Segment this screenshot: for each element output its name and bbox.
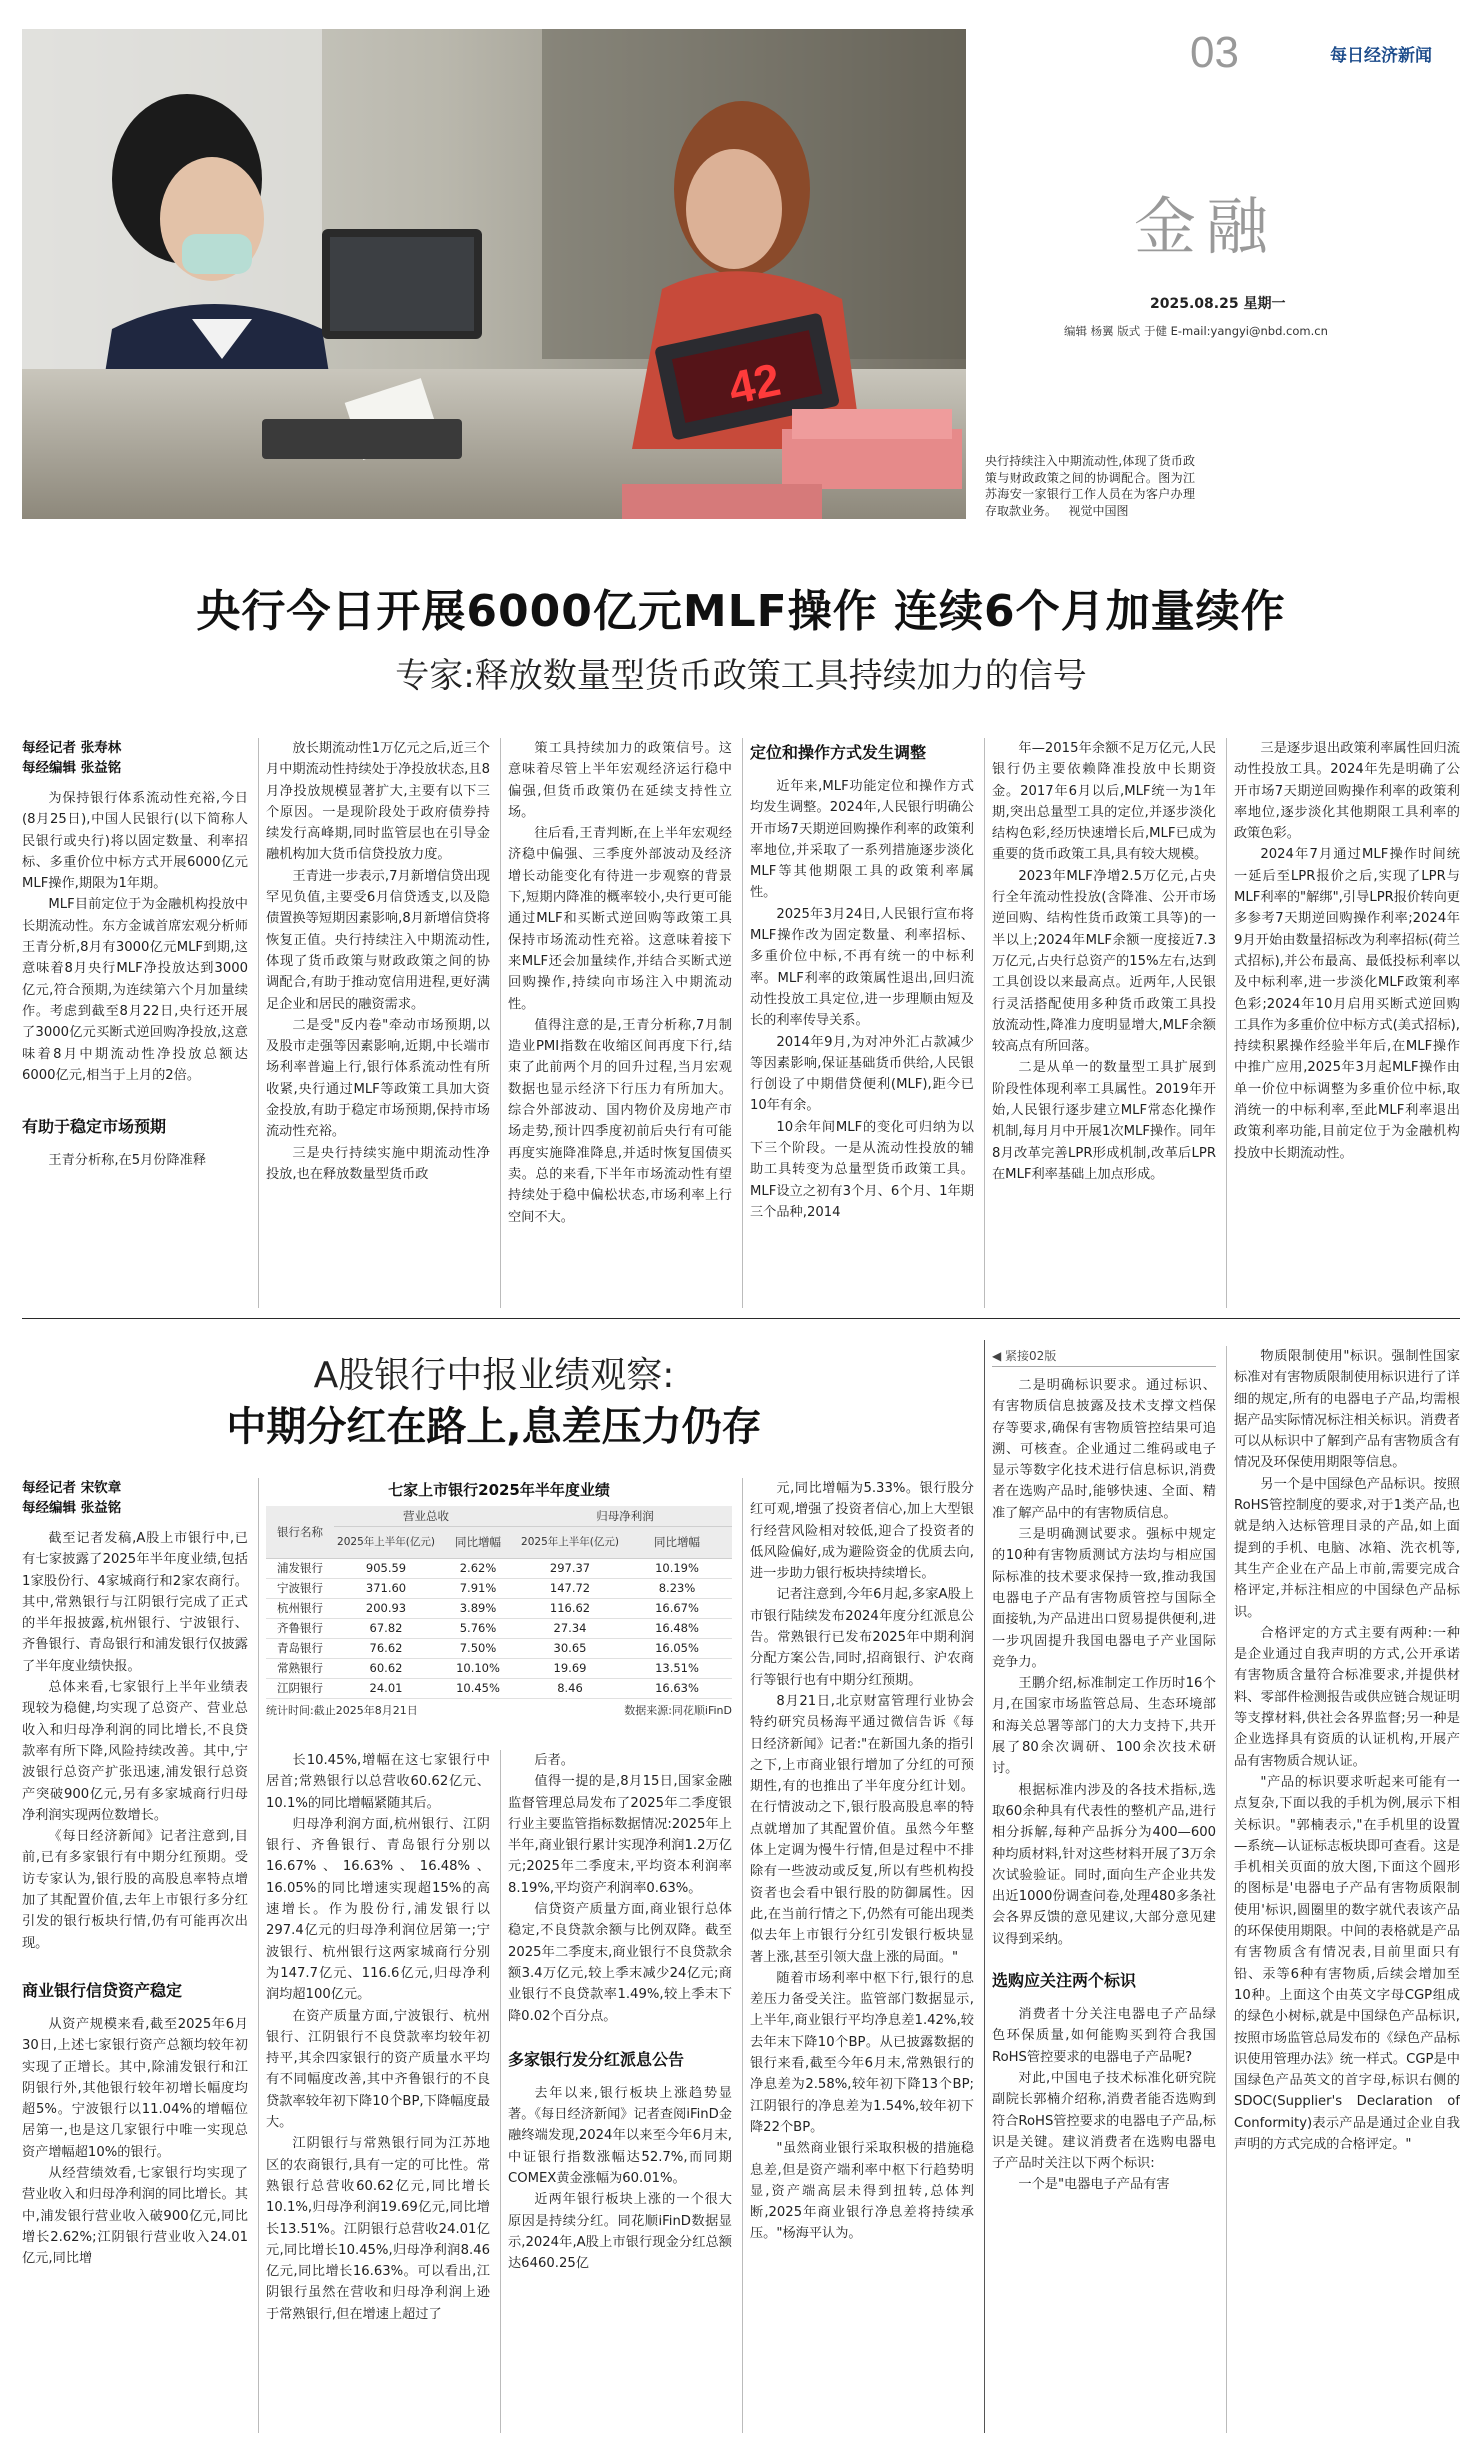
table-row xyxy=(266,1658,732,1678)
photo-caption xyxy=(985,453,1195,519)
subheading: 商业银行信贷资产稳定 xyxy=(22,1980,183,2000)
table-cell-bank: 杭州银行 xyxy=(266,1598,334,1618)
headline-subtitle: 专家:释放数量型货币政策工具持续加力的信号 xyxy=(395,656,1087,696)
paragraph: 归母净利润方面,杭州银行、江阴银行、齐鲁银行、青岛银行分别以16.67%、16.63%、16.48%、16.05%的同比增速实现超15%的高速增长。作为股份行,浦发银行以297.4亿元的归母净利润位居第一;宁波银行、杭州银行这两家城商行分别为147.7亿元、116.6亿元,归母净利润均超100亿元。 xyxy=(266,1816,490,2003)
table-cell-profit: 297.37 xyxy=(518,1558,622,1578)
table-cell-bank: 青岛银行 xyxy=(266,1638,334,1658)
paragraph: 江阴银行与常熟银行同为江苏地区的农商银行,具有一定的可比性。常熟银行总营收60.62亿元,同比增长10.1%,归母净利润19.69亿元,同比增长13.51%。江阴银行总营收24.01亿元,同比增长10.45%,归母净利润8.46亿元,同比增长16.63%。可以看出,江阴银行虽然在营收和归母净利润上逊于常熟银行,但在增速上超过了 xyxy=(266,2136,490,2322)
column-divider xyxy=(742,1478,743,2433)
counter-display-digits: 42 xyxy=(723,352,785,415)
byline-editor: 每经编辑 张益铭 xyxy=(22,1500,122,1516)
subheading: 多家银行发分红派息公告 xyxy=(508,2049,685,2069)
col-header-bank: 银行名称 xyxy=(266,1506,334,1558)
headline-title: 央行今日开展6000亿元MLF操作 连续6个月加量续作 xyxy=(196,586,1286,637)
table-cell-profit: 19.69 xyxy=(518,1658,622,1678)
table-cell-rev-yoy: 5.76% xyxy=(438,1618,518,1638)
paragraph: 2025年3月24日,人民银行宣布将MLF操作改为固定数量、利率招标、多重价位中标,不再有统一的中标利率。MLF利率的政策属性退出,回归流动性投放工具定位,进一步理顺由短及长的利率传导关系。 xyxy=(750,906,974,1029)
table-cell-profit-yoy: 16.67% xyxy=(622,1598,732,1618)
column-divider xyxy=(1226,738,1227,1308)
paragraph: 值得注意的是,王青分析称,7月制造业PMI指数在收缩区间再度下行,结束了此前两个月的回升过程,当月宏观数据也显示经济下行压力有所加大。综合外部波动、国内物价及房地产市场走势,预计四季度初前后央行有可能再度实施降准降息,并适时恢复国债买卖。总的来看,下半年市场流动性有望持续处于稳中偏松状态,市场利率上行空间不大。 xyxy=(508,1017,732,1225)
editor-info: 编辑 杨翼 版式 于健 E-mail:yangyi@nbd.com.cn xyxy=(1064,324,1328,338)
column-divider xyxy=(1226,1346,1227,2433)
table-cell-rev: 76.62 xyxy=(334,1638,438,1658)
paragraph: 消费者十分关注电器电子产品绿色环保质量,如何能购买到符合我国RoHS管控要求的电器电子产品呢? xyxy=(992,2007,1216,2065)
paragraph: 近年来,MLF功能定位和操作方式均发生调整。2024年,人民银行明确公开市场7天期逆回购操作利率的政策利率地位,并采取了一系列措施逐步淡化MLF等其他期限工具的政策利率属性。 xyxy=(750,779,974,901)
table-cell-rev-yoy: 2.62% xyxy=(438,1558,518,1578)
photo-caption-text: 央行持续注入中期流动性,体现了货币政策与财政政策之间的协调配合。图为江苏海安一家银行工作人员在为客户办理存取款业务。 xyxy=(985,454,1195,518)
table-cell-rev: 60.62 xyxy=(334,1658,438,1678)
table-cell-bank: 江阴银行 xyxy=(266,1678,334,1698)
paragraph: 2023年MLF净增2.5万亿元,占央行全年流动性投放(含降准、公开市场逆回购、结构性货币政策工具等)的一半以上;2024年MLF余额一度接近7.3万亿元,占央行总资产的15%左右,达到工具创设以来最高点。近两年,人民银行灵活搭配使用多种货币政策工具投放流动性,降准力度明显增大,MLF余额较高点有所回落。 xyxy=(992,868,1216,1055)
paragraph: "产品的标识要求听起来可能有一点复杂,下面以我的手机为例,展示下相关标识。"郭楠表示,"在手机里的设置—系统—认证标志板块即可查看。这是手机相关页面的放大图,下面这个圆形的图标是'电器电子产品有害物质限制使用'标识,圆圈里的数字就代表该产品的环保使用期限。中间的表格就是产品有害物质含有情况表,目前里面只有铅、汞等6种有害物质,后续会增加至10种。上面这个由英文字母CGP组成的绿色小树标,就是中国绿色产品标识,按照市场监管总局发布的《绿色产品标识使用管理办法》统一样式。CGP是中国绿色产品英文的首字母,标识右侧的SDOC(Supplier's Declaration of Conformity)表示产品是通过企业自我声明的方式完成的合格评定。" xyxy=(1234,1774,1460,2152)
paragraph: 往后看,王青判断,在上半年宏观经济稳中偏强、三季度外部波动及经济增长动能变化有待进一步观察的背景下,短期内降准的概率较小,央行更可能通过MLF和买断式逆回购等政策工具保持市场流动性充裕。这意味着接下来MLF还会加量续作,并结合买断式逆回购操作,持续向市场注入中期流动性。 xyxy=(508,826,732,1012)
column-divider xyxy=(742,738,743,1308)
table-row xyxy=(266,1678,732,1698)
headline-col-2 xyxy=(266,738,490,1308)
table-cell-profit: 27.34 xyxy=(518,1618,622,1638)
paragraph: 后者。 xyxy=(534,1753,574,1768)
table-row xyxy=(266,1598,732,1618)
table-title: 七家上市银行2025年半年度业绩 xyxy=(388,1481,610,1499)
table-cell-profit-yoy: 16.05% xyxy=(622,1638,732,1658)
table-cell-rev-yoy: 7.91% xyxy=(438,1578,518,1598)
byline-editor: 每经编辑 张益铭 xyxy=(22,760,122,776)
table-row xyxy=(266,1638,732,1658)
paragraph: 三是央行持续实施中期流动性净投放,也在释放数量型货币政 xyxy=(266,1145,490,1182)
paragraph: 策工具持续加力的政策信号。这意味着尽管上半年宏观经济运行稳中偏强,但货币政策仍在延续支持性立场。 xyxy=(508,741,732,820)
bank-counter-photo xyxy=(22,29,966,519)
paragraph: 对此,中国电子技术标准化研究院副院长郭楠介绍称,消费者能否选购到符合RoHS管控要求的电器电子产品,标识是关键。建议消费者在选购电器电子产品时关注以下两个标识: xyxy=(992,2070,1216,2172)
paragraph: 10余年间MLF的变化可归纳为以下三个阶段。一是从流动性投放的辅助工具转变为总量型货币政策工具。MLF设立之初有3个月、6个月、1年期三个品种,2014 xyxy=(750,1119,974,1220)
paragraph: 二是受"反内卷"牵动市场预期,以及股市走强等因素影响,近期,中长端市场利率普遍上行,银行体系流动性有所收紧,央行通过MLF等政策工具加大资金投放,有助于稳定市场预期,保持市场流动性充裕。 xyxy=(266,1017,490,1140)
table-cell-profit: 147.72 xyxy=(518,1578,622,1598)
bank-col-4 xyxy=(750,1478,974,2433)
table-cell-rev-yoy: 3.89% xyxy=(438,1598,518,1618)
side-col-1 xyxy=(992,1346,1216,2433)
paragraph: 放长期流动性1万亿元之后,近三个月中期流动性持续处于净投放状态,且8月净投放规模显著扩大,主要有以下三个原因。一是现阶段处于政府债券持续发行高峰期,同时监管层也在引导金融机构加大货币信贷投放力度。 xyxy=(266,741,490,863)
paragraph: 《每日经济新闻》记者注意到,目前,已有多家银行有中期分红预期。受访专家认为,银行股的高股息率特点增加了其配置价值,去年上市银行多分红引发的银行板块行情,仍有可能再次出现。 xyxy=(22,1829,248,1951)
side-col-2 xyxy=(1234,1346,1460,2433)
newspaper-name: 每日经济新闻 xyxy=(1330,46,1432,66)
paragraph: 随着市场利率中枢下行,银行的息差压力备受关注。监管部门数据显示,上半年,商业银行平均净息差1.42%,较去年末下降10个BP。从已披露数据的银行来看,截至今年6月末,常熟银行的净息差为2.58%,较年初下降13个BP;江阴银行的净息差为1.54%,较年初下降22个BP。 xyxy=(750,1970,974,2135)
subheading: 有助于稳定市场预期 xyxy=(22,1117,167,1137)
paragraph: 长10.45%,增幅在这七家银行中居首;常熟银行以总营收60.62亿元、10.1%的同比增幅紧随其后。 xyxy=(266,1753,490,1811)
paragraph: 2024年7月通过MLF操作时间统一延后至LPR报价之后,实现了LPR与MLF利率的"解绑",引导LPR报价转向更多参考7天期逆回购操作利率;2024年9月开始由数量招标改为利率招标(荷兰式招标),并公布最高、最低投标利率以及中标利率,进一步淡化MLF政策利率色彩;2024年10月启用买断式逆回购工具作为多重价位中标方式(美式招标),持续积累操作经验半年后,在MLF操作中推广应用,2025年3月起MLF操作由单一价位中标调整为多重价位中标,取消统一的中标利率,至此MLF利率退出政策利率功能,目前定位于为金融机构投放中长期流动性。 xyxy=(1234,847,1460,1161)
table-cell-profit-yoy: 13.51% xyxy=(622,1658,732,1678)
column-divider xyxy=(258,1478,259,2433)
page-number: 03 xyxy=(1190,28,1239,77)
paragraph: 从资产规模来看,截至2025年6月30日,上述七家银行资产总额均较年初实现了正增长。其中,除浦发银行和江阴银行外,其他银行较年初增长幅度均超5%。宁波银行以11.04%的增幅位居第一,也是这几家银行中唯一实现总资产增幅超10%的银行。 xyxy=(22,2016,248,2160)
paragraph: 近两年银行板块上涨的一个很大原因是持续分红。同花顺iFinD数据显示,2024年,A股上市银行现金分红总额达6460.25亿 xyxy=(508,2192,732,2272)
bank-table-body xyxy=(266,1558,732,1698)
section-title: 金融 xyxy=(1134,190,1279,263)
table-cell-rev-yoy: 10.10% xyxy=(438,1658,518,1678)
col-header-profit: 2025年上半年(亿元) xyxy=(518,1526,622,1558)
paragraph: 去年以来,银行板块上涨趋势显著。《每日经济新闻》记者查阅iFinD金融终端发现,2024年以来至今年6月末,中证银行指数涨幅达52.7%,而同期COMEX黄金涨幅为60.01%。 xyxy=(508,2085,732,2187)
paragraph: 王青分析称,在5月份降准释 xyxy=(48,1153,207,1169)
table-cell-rev-yoy: 10.45% xyxy=(438,1678,518,1698)
headline-col-4 xyxy=(750,738,974,1308)
table-footer xyxy=(266,1701,732,1721)
bank-col-3 xyxy=(508,1750,732,2433)
table-cell-bank: 齐鲁银行 xyxy=(266,1618,334,1638)
table-row xyxy=(266,1558,732,1578)
column-divider xyxy=(984,1340,985,2433)
table-cell-rev: 200.93 xyxy=(334,1598,438,1618)
paragraph: 合格评定的方式主要有两种:一种是企业通过自我声明的方式,公开承诺有害物质含量符合标准要求,并提供材料、零部件检测报告或供应链合规证明等支撑材料,供社会各界监督;另一种是企业选择具有资质的认证机构,开展产品有害物质合规认证。 xyxy=(1234,1625,1460,1769)
bank-results-table-block xyxy=(266,1478,732,1721)
col-header-revenue-yoy: 同比增幅 xyxy=(438,1526,518,1558)
issue-date: 2025.08.25 星期一 xyxy=(1150,296,1286,312)
photo-credit: 视觉中国图 xyxy=(1068,503,1129,518)
table-cell-profit-yoy: 8.23% xyxy=(622,1578,732,1598)
table-cell-bank: 浦发银行 xyxy=(266,1558,334,1578)
paragraph: 8月21日,北京财富管理行业协会特约研究员杨海平通过微信告诉《每日经济新闻》记者:"在新国九条的指引之下,上市商业银行增加了分红的可预期性,有的也推出了半年度分红计划。在行情波动之下,银行股高股息率的特点就增加了其配置价值。虽然今年整体上定调为慢牛行情,但是过程中不排除有一些波动或反复,所以有些机构投资者也会看中银行股的防御属性。因此,在当前行情之下,仍然有可能出现类似去年上市银行分红引发银行板块显著上涨,甚至引领大盘上涨的局面。" xyxy=(750,1693,974,1965)
bank-col-2 xyxy=(266,1750,490,2433)
headline-col-6 xyxy=(1234,738,1460,1308)
section-divider xyxy=(22,1318,1460,1319)
paragraph: 三是逐步退出政策利率属性回归流动性投放工具。2024年先是明确了公开市场7天期逆回购操作利率的政策利率地位,逐步淡化其他期限工具利率的政策色彩。 xyxy=(1234,741,1460,842)
bank-col-1 xyxy=(22,1478,248,2433)
paragraph: 为保持银行体系流动性充裕,今日(8月25日),中国人民银行(以下简称人民银行或央行)将以固定数量、利率招标、多重价位中标方式开展6000亿元MLF操作,期限为1年期。 xyxy=(22,791,248,892)
table-cell-rev: 67.82 xyxy=(334,1618,438,1638)
table-cell-rev: 371.60 xyxy=(334,1578,438,1598)
col-header-revenue: 2025年上半年(亿元) xyxy=(334,1526,438,1558)
column-divider xyxy=(984,738,985,1308)
paragraph: 值得一提的是,8月15日,国家金融监督管理总局发布了2025年二季度银行业主要监管指标数据情况:2025年上半年,商业银行累计实现净利润1.2万亿元;2025年二季度末,平均资本利润率8.19%,平均资产利润率0.63%。 xyxy=(508,1774,732,1896)
table-row xyxy=(266,1578,732,1598)
paragraph: 从经营绩效看,七家银行均实现了营业收入和归母净利润的同比增长。其中,浦发银行营业收入破900亿元,同比增长2.62%;江阴银行营业收入24.01亿元,同比增 xyxy=(22,2166,248,2267)
subheading: 选购应关注两个标识 xyxy=(992,1971,1137,1991)
table-cell-bank: 常熟银行 xyxy=(266,1658,334,1678)
headline-col-3 xyxy=(508,738,732,1308)
paragraph: 一个是"电器电子产品有害 xyxy=(1018,2177,1170,2193)
jump-from-tag: ◀ 紧接02版 xyxy=(992,1346,1216,1367)
table-note: 统计时间:截止2025年8月21日 xyxy=(266,1703,418,1717)
paragraph: 记者注意到,今年6月起,多家A股上市银行陆续发布2024年度分红派息公告。常熟银行已发布2025年中期利润分配方案公告,同时,招商银行、沪农商行等银行也有中期分红预期。 xyxy=(750,1587,974,1688)
paragraph: 在资产质量方面,宁波银行、杭州银行、江阴银行不良贷款率均较年初持平,其余四家银行的资产质量水平均有不同幅度改善,其中齐鲁银行的不良贷款率较年初下降10个BP,下降幅度最大。 xyxy=(266,2008,490,2131)
paragraph: 二是明确标识要求。通过标识、有害物质信息披露及技术支撑文档保存等要求,确保有害物质管控结果可追溯、可核查。企业通过二维码或电子显示等数字化技术进行信息标识,消费者在选购产品时,能够快速、全面、精准了解产品中的有害物质信息。 xyxy=(992,1378,1216,1521)
table-cell-profit: 116.62 xyxy=(518,1598,622,1618)
paragraph: "虽然商业银行采取积极的措施稳息差,但是资产端利率中枢下行趋势明显,资产端高层未得到扭转,总体判断,2025年商业银行净息差将持续承压。"杨海平认为。 xyxy=(750,2141,974,2242)
subheading: 定位和操作方式发生调整 xyxy=(750,743,927,762)
paragraph: 根据标准内涉及的各技术指标,选取60余种具有代表性的整机产品,进行相分拆解,每种产品拆分为400—600种均质材料,针对这些材料开展了3万余次试验验证。同时,面向生产企业共发出近1000份调查问卷,处理480多条社会各界反馈的意见建议,大部分意见建议得到采纳。 xyxy=(992,1782,1216,1947)
paragraph: 三是明确测试要求。强标中规定的10种有害物质测试方法均与相应国际标准的技术要求保持一致,推动我国电器电子产品有害物质管控与国际全面接轨,为产品进出口贸易提供便利,进一步巩固提升我国电器电子产业国际竞争力。 xyxy=(992,1527,1216,1670)
table-row xyxy=(266,1618,732,1638)
paragraph: 王鹏介绍,标准制定工作历时16个月,在国家市场监管总局、生态环境部和海关总署等部门的大力支持下,共开展了80余次调研、100余次技术研讨。 xyxy=(992,1676,1216,1777)
article-title-line1: A股银行中报业绩观察: xyxy=(313,1355,675,1396)
headline-col-5 xyxy=(992,738,1216,1308)
table-cell-rev-yoy: 7.50% xyxy=(438,1638,518,1658)
table-cell-profit: 30.65 xyxy=(518,1638,622,1658)
paragraph: 信贷资产质量方面,商业银行总体稳定,不良贷款余额与比例双降。截至2025年二季度末,商业银行不良贷款余额3.4万亿元,较上季末减少24亿元;商业银行不良贷款率1.49%,较上季末下降0.02个百分点。 xyxy=(508,1902,732,2024)
byline-reporter: 每经记者 宋钦章 xyxy=(22,1480,122,1496)
table-cell-profit-yoy: 16.48% xyxy=(622,1618,732,1638)
column-divider xyxy=(500,1750,501,2433)
photo-illustration xyxy=(22,29,966,519)
table-cell-rev: 24.01 xyxy=(334,1678,438,1698)
table-cell-rev: 905.59 xyxy=(334,1558,438,1578)
col-group-revenue: 营业总收 xyxy=(334,1506,518,1526)
paragraph: 王青进一步表示,7月新增信贷出现罕见负值,主要受6月信贷透支,以及隐债置换等短期因素影响,8月新增信贷将恢复正值。央行持续注入中期流动性,体现了货币政策与财政政策之间的协调配合,有助于推动宽信用进程,更好满足企业和居民的融资需求。 xyxy=(266,868,490,1012)
paragraph: 截至记者发稿,A股上市银行中,已有七家披露了2025年半年度业绩,包括1家股份行、4家城商行和2家农商行。其中,常熟银行与江阴银行完成了正式的半年报披露,杭州银行、宁波银行、齐鲁银行、青岛银行和浦发银行仅披露了半年度业绩快报。 xyxy=(22,1531,248,1674)
col-group-profit: 归母净利润 xyxy=(518,1506,732,1526)
paragraph: 物质限制使用"标识。强制性国家标准对有害物质限制使用标识进行了详细的规定,所有的电器电子产品,均需根据产品实际情况标注相关标识。消费者可以从标识中了解到产品有害物质含有情况及环保使用期限等信息。 xyxy=(1234,1349,1460,1471)
paragraph: 二是从单一的数量型工具扩展到阶段性体现利率工具属性。2019年开始,人民银行逐步建立MLF常态化操作机制,每月月中开展1次MLF操作。同年8月改革完善LPR形成机制,改革后LPR在MLF利率基础上加点形成。 xyxy=(992,1060,1216,1182)
column-divider xyxy=(500,738,501,1308)
headline-col-1 xyxy=(22,738,248,1308)
paragraph: 元,同比增幅为5.33%。银行股分红可观,增强了投资者信心,加上大型银行经营风险相对较低,迎合了投资者的低风险偏好,成为避险资金的优质去向,进一步助力银行板块持续增长。 xyxy=(750,1481,974,1582)
paragraph: 另一个是中国绿色产品标识。按照RoHS管控制度的要求,对于1类产品,也就是纳入达标管理目录的产品,如上面提到的手机、电脑、冰箱、洗衣机等,其生产企业在产品上市前,需要完成合格评定,并标注相应的中国绿色产品标识。 xyxy=(1234,1476,1460,1620)
paragraph: 2014年9月,为对冲外汇占款减少等因素影响,保证基础货币供给,人民银行创设了中期借贷便利(MLF),距今已10年有余。 xyxy=(750,1034,974,1114)
paragraph: 年—2015年余额不足万亿元,人民银行仍主要依赖降准投放中长期资金。2017年6月以后,MLF统一为1年期,突出总量型工具的定位,并逐步淡化结构色彩,经历快速增长后,MLF已成为重要的货币政策工具,具有较大规模。 xyxy=(992,741,1216,863)
table-cell-profit-yoy: 16.63% xyxy=(622,1678,732,1698)
column-divider xyxy=(258,738,259,1308)
paragraph: MLF目前定位于为金融机构投放中长期流动性。东方金诚首席宏观分析师王青分析,8月有3000亿元MLF到期,这意味着8月央行MLF净投放达到3000亿元,符合预期,为连续第六个月加量续作。考虑到截至8月22日,央行还开展了3000亿元买断式逆回购净投放,这意味着8月中期流动性净投放总额达6000亿元,相当于上月的2倍。 xyxy=(22,897,248,1083)
table-cell-bank: 宁波银行 xyxy=(266,1578,334,1598)
bank-results-table xyxy=(266,1506,732,1699)
byline-reporter: 每经记者 张寿林 xyxy=(22,740,122,756)
table-cell-profit: 8.46 xyxy=(518,1678,622,1698)
article-title-line2: 中期分红在路上,息差压力仍存 xyxy=(226,1404,762,1450)
col-header-profit-yoy: 同比增幅 xyxy=(622,1526,732,1558)
table-source: 数据来源:同花顺iFinD xyxy=(624,1703,732,1717)
paragraph: 总体来看,七家银行上半年业绩表现较为稳健,均实现了总资产、营业总收入和归母净利润的同比增长,不良贷款率有所下降,风险持续改善。其中,宁波银行总资产扩张迅速,浦发银行总资产突破900亿元,另有多家城商行归母净利润实现两位数增长。 xyxy=(22,1680,248,1823)
table-cell-profit-yoy: 10.19% xyxy=(622,1558,732,1578)
